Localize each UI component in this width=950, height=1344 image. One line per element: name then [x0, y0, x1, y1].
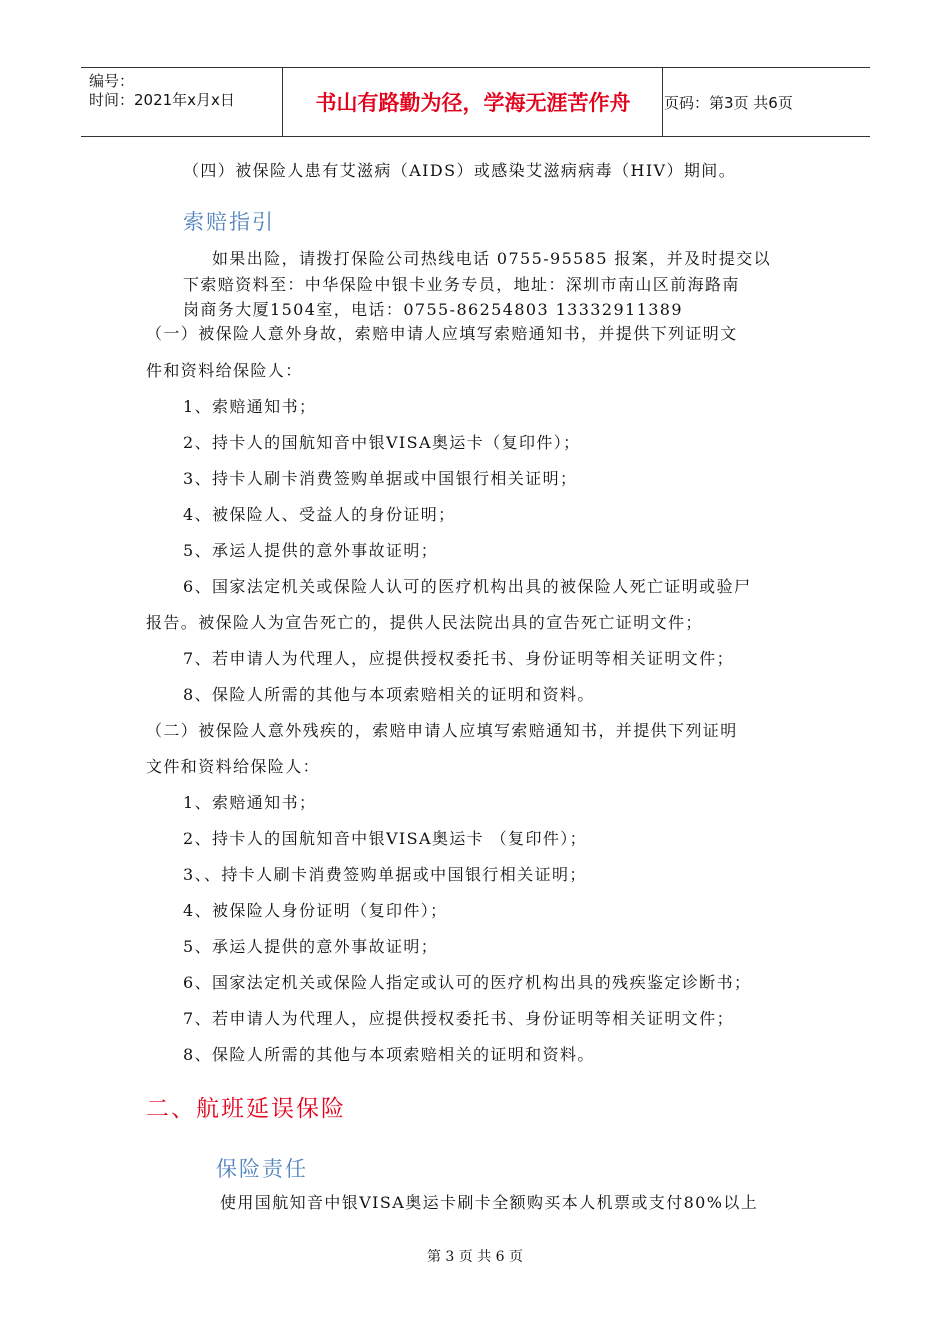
death-claim-item: 1、索赔通知书； [183, 397, 317, 416]
disability-claim-item: 4、被保险人身份证明（复印件）； [183, 901, 448, 920]
claim-guide-heading: 索赔指引 [183, 210, 275, 234]
header-divider [662, 68, 663, 136]
death-claim-intro: （一）被保险人意外身故，索赔申请人应填写索赔通知书，并提供下列证明文 [146, 324, 738, 343]
exclusion-aids: （四）被保险人患有艾滋病（AIDS）或感染艾滋病病毒（HIV）期间。 [183, 161, 737, 180]
death-claim-intro: 件和资料给保险人： [146, 361, 303, 380]
disability-claim-item: 6、国家法定机关或保险人指定或认可的医疗机构出具的残疾鉴定诊断书； [183, 973, 752, 992]
disability-claim-item: 3、、持卡人刷卡消费签购单据或中国银行相关证明； [183, 865, 587, 884]
death-claim-item: 6、国家法定机关或保险人认可的医疗机构出具的被保险人死亡证明或验尸 [183, 577, 752, 596]
header-number: 编号： [89, 72, 135, 90]
page-footer: 第 3 页 共 6 页 [426, 1249, 524, 1265]
death-claim-item: 4、被保险人、受益人的身份证明； [183, 505, 456, 524]
death-claim-item: 3、持卡人刷卡消费签购单据或中国银行相关证明； [183, 469, 578, 488]
header-motto: 书山有路勤为径，学海无涯苦作舟 [315, 91, 631, 115]
section-heading-flight-delay: 二、航班延误保险 [146, 1096, 346, 1122]
death-claim-item: 8、保险人所需的其他与本项索赔相关的证明和资料。 [183, 685, 595, 704]
death-claim-item: 报告。被保险人为宣告死亡的，提供人民法院出具的宣告死亡证明文件； [146, 613, 703, 632]
disability-claim-item: 5、承运人提供的意外事故证明； [183, 937, 439, 956]
page-header [81, 67, 870, 137]
claim-paragraph-line: 如果出险，请拨打保险公司热线电话 0755-95585 报案，并及时提交以 [212, 249, 771, 268]
death-claim-item: 7、若申请人为代理人，应提供授权委托书、身份证明等相关证明文件； [183, 649, 734, 668]
header-divider [282, 68, 283, 136]
disability-claim-item: 2、持卡人的国航知音中银VISA奥运卡 （复印件）； [183, 829, 588, 848]
header-meta [89, 72, 235, 110]
disability-claim-item: 7、若申请人为代理人，应提供授权委托书、身份证明等相关证明文件； [183, 1009, 734, 1028]
liability-paragraph-line: 使用国航知音中银VISA奥运卡刷卡全额购买本人机票或支付80%以上 [220, 1193, 759, 1212]
header-page-info: 页码：第3页 共6页 [664, 93, 793, 112]
death-claim-item: 2、持卡人的国航知音中银VISA奥运卡（复印件）； [183, 433, 581, 452]
death-claim-item: 5、承运人提供的意外事故证明； [183, 541, 439, 560]
liability-heading: 保险责任 [216, 1157, 308, 1181]
disability-claim-item: 1、索赔通知书； [183, 793, 317, 812]
disability-claim-intro: 文件和资料给保险人： [146, 757, 321, 776]
header-date: 时间：2021年x月x日 [89, 91, 235, 109]
disability-claim-intro: （二）被保险人意外残疾的，索赔申请人应填写索赔通知书，并提供下列证明 [146, 721, 738, 740]
claim-paragraph-line: 下索赔资料至：中华保险中银卡业务专员，地址：深圳市南山区前海路南 [183, 275, 740, 294]
claim-paragraph-line: 岗商务大厦1504室，电话：0755-86254803 13332911389 [183, 300, 683, 319]
disability-claim-item: 8、保险人所需的其他与本项索赔相关的证明和资料。 [183, 1045, 595, 1064]
